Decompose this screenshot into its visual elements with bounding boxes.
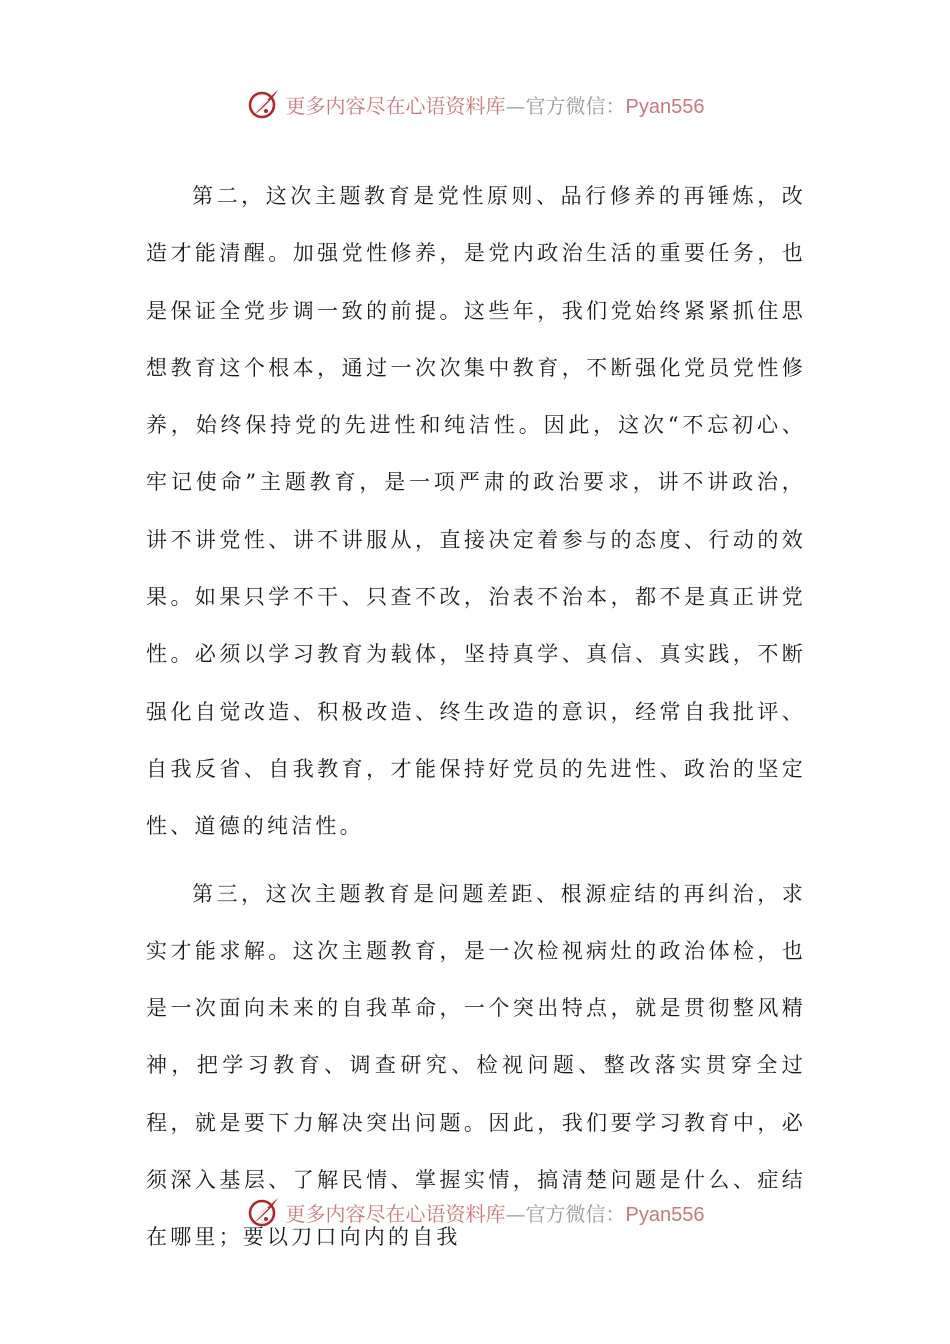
banner-site-name: 更多内容尽在心语资料库	[285, 1201, 506, 1226]
banner-text	[286, 90, 705, 119]
quill-pen-logo-icon	[246, 86, 282, 122]
banner-wechat-label: 官方微信：	[525, 93, 626, 118]
paragraph-third: 第三，这次主题教育是问题差距、根源症结的再纠治，求实才能求解。这次主题教育，是一次检视病灶的政治体检，也是一次面向未来的自我革命，一个突出特点，就是贯彻整风精神，把学习教育、调查研究、检视问题、整改落实贯穿全过程，就是要下力解决突出问题。因此，我们要学习教育中，必须深入基层、了解民情、掌握实情，搞清楚问题是什么、症结在哪里；要以刀口向内的自我	[146, 881, 806, 1250]
banner-wechat-label: 官方微信：	[525, 1201, 626, 1226]
banner-site-name: 更多内容尽在心语资料库	[285, 93, 506, 118]
paragraph-second: 第二，这次主题教育是党性原则、品行修养的再锤炼，改造才能清醒。加强党性修养，是党内政治生活的重要任务，也是保证全党步调一致的前提。这些年，我们党始终紧紧抓住思想教育这个根本，通过一次次集中教育，不断强化党员党性修养，始终保持党的先进性和纯洁性。因此，这次“不忘初心、牢记使命”主题教育，是一项严肃的政治要求，讲不讲政治，讲不讲党性、讲不讲服从，直接决定着参与的态度、行动的效果。如果只学不干、只查不改，治表不治本，都不是真正讲党性。必须以学习教育为载体，坚持真学、真信、真实践，不断强化自觉改造、积极改造、终生改造的意识，经常自我批评、自我反省、自我教育，才能保持好党员的先进性、政治的坚定性、道德的纯洁性。	[146, 184, 806, 839]
banner-wechat-id: Pyan556	[625, 95, 705, 118]
document-body	[146, 168, 806, 1267]
banner-dash: —	[505, 1201, 526, 1226]
banner-wechat-id: Pyan556	[625, 1203, 705, 1226]
banner-text	[286, 1198, 705, 1227]
banner-dash: —	[505, 93, 526, 118]
header-banner	[0, 82, 950, 126]
quill-pen-logo-icon	[246, 1194, 282, 1230]
footer-banner	[0, 1190, 950, 1234]
